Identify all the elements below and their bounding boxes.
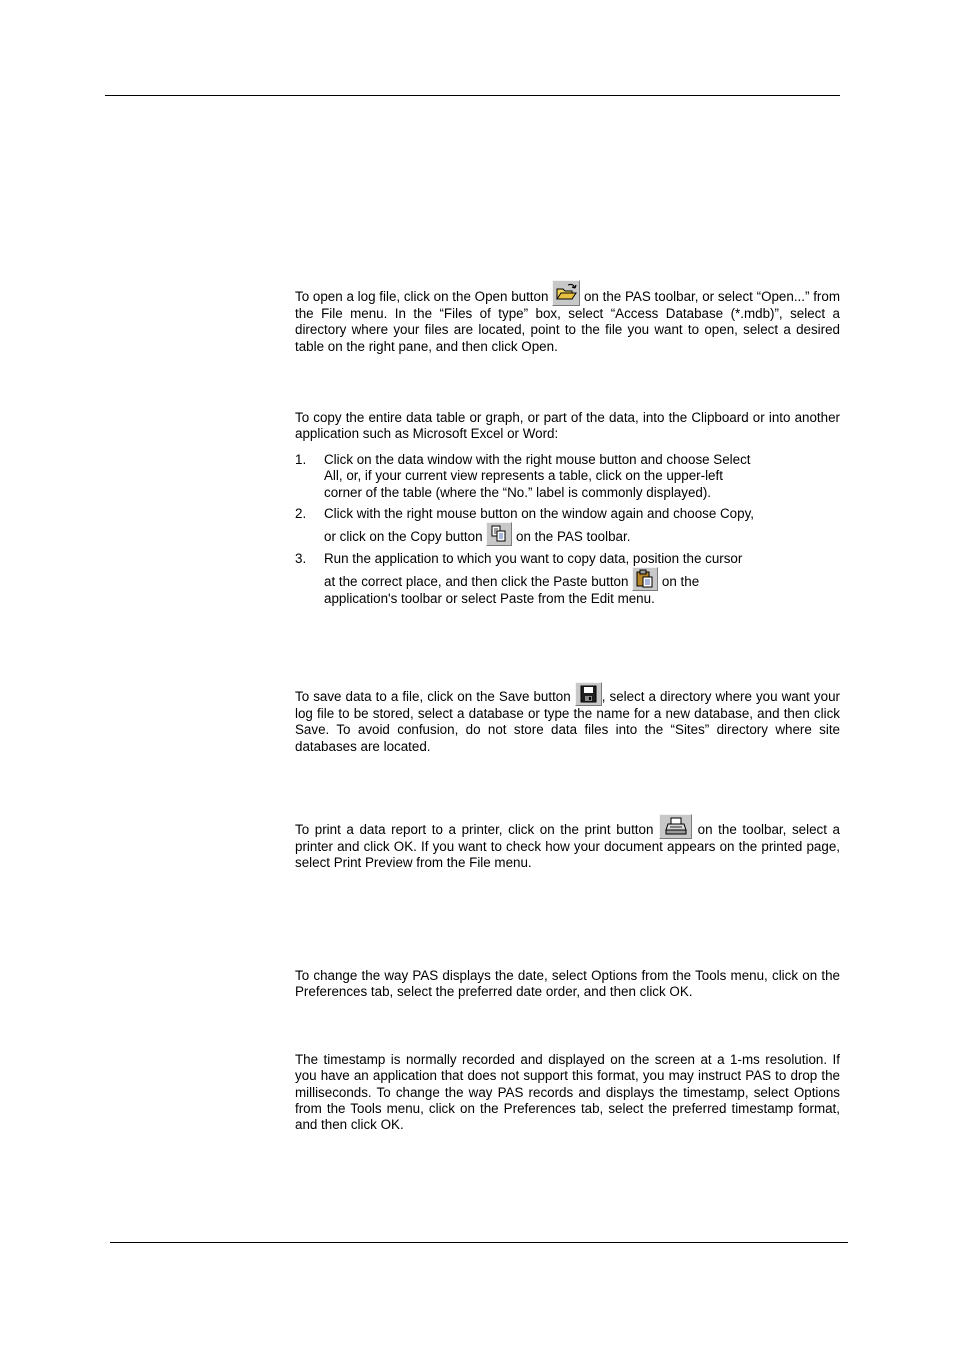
list-item: 2. Click with the right mouse button on the window again and choose Copy, or click on the Copy button on the PAS toolbar. xyxy=(295,505,754,545)
open-paragraph xyxy=(295,280,840,355)
open-text-after: on the PAS toolbar, or select “Open...” from the File menu. In the “Files of type” box, select “Access Database (*.mdb)”, select a directory where your files are located, point to the file you want to open, select a desired table on the right pane, and then click Open. xyxy=(295,289,840,354)
copy-steps-list xyxy=(295,452,755,613)
copy-icon[interactable] xyxy=(486,522,512,546)
print-paragraph: To print a data report to a printer, click on the print button on the toolbar, select a printer and click OK. If you want to check how your document appears on the printed page, select Print Preview from the File menu. xyxy=(295,814,840,872)
list-item: 3. Run the application to which you want to copy data, position the cursor at the correct place, and then click the Paste button on the application's toolbar or select Paste from the Edit menu. xyxy=(295,551,743,607)
paste-icon[interactable] xyxy=(632,567,658,591)
save-paragraph: To save data to a file, click on the Save button , select a directory where you want your log file to be stored, select a database or type the name for a new database, and then click Save. To avoid confusion, do not store data files into the “Sites” directory where site databases are located. xyxy=(295,682,840,755)
printer-icon[interactable] xyxy=(659,814,692,839)
timestamp-paragraph: The timestamp is normally recorded and displayed on the screen at a 1-ms resolution. If you have an application that does not support this format, you may instruct PAS to drop the milliseconds. To change the way PAS records and displays the timestamp, select Options from the Tools menu, click on the Preferences tab, select the preferred timestamp format, and then click OK. xyxy=(295,1052,840,1133)
save-disk-icon[interactable] xyxy=(575,682,602,706)
date-paragraph: To change the way PAS displays the date, select Options from the Tools menu, click on the Preferences tab, select the preferred date order, and then click OK. xyxy=(295,968,840,1000)
open-text-before: To open a log file, click on the Open button xyxy=(295,289,549,304)
copy-intro: To copy the entire data table or graph, or part of the data, into the Clipboard or into another application such as Microsoft Excel or Word: xyxy=(295,410,840,442)
list-item: 1. Click on the data window with the right mouse button and choose Select All, or, if your current view represents a table, click on the upper-left corner of the table (where the “No.” label is commonly displayed). xyxy=(295,452,751,500)
header-rule xyxy=(105,95,840,96)
footer-rule xyxy=(110,1242,848,1243)
open-folder-icon[interactable] xyxy=(552,280,580,306)
